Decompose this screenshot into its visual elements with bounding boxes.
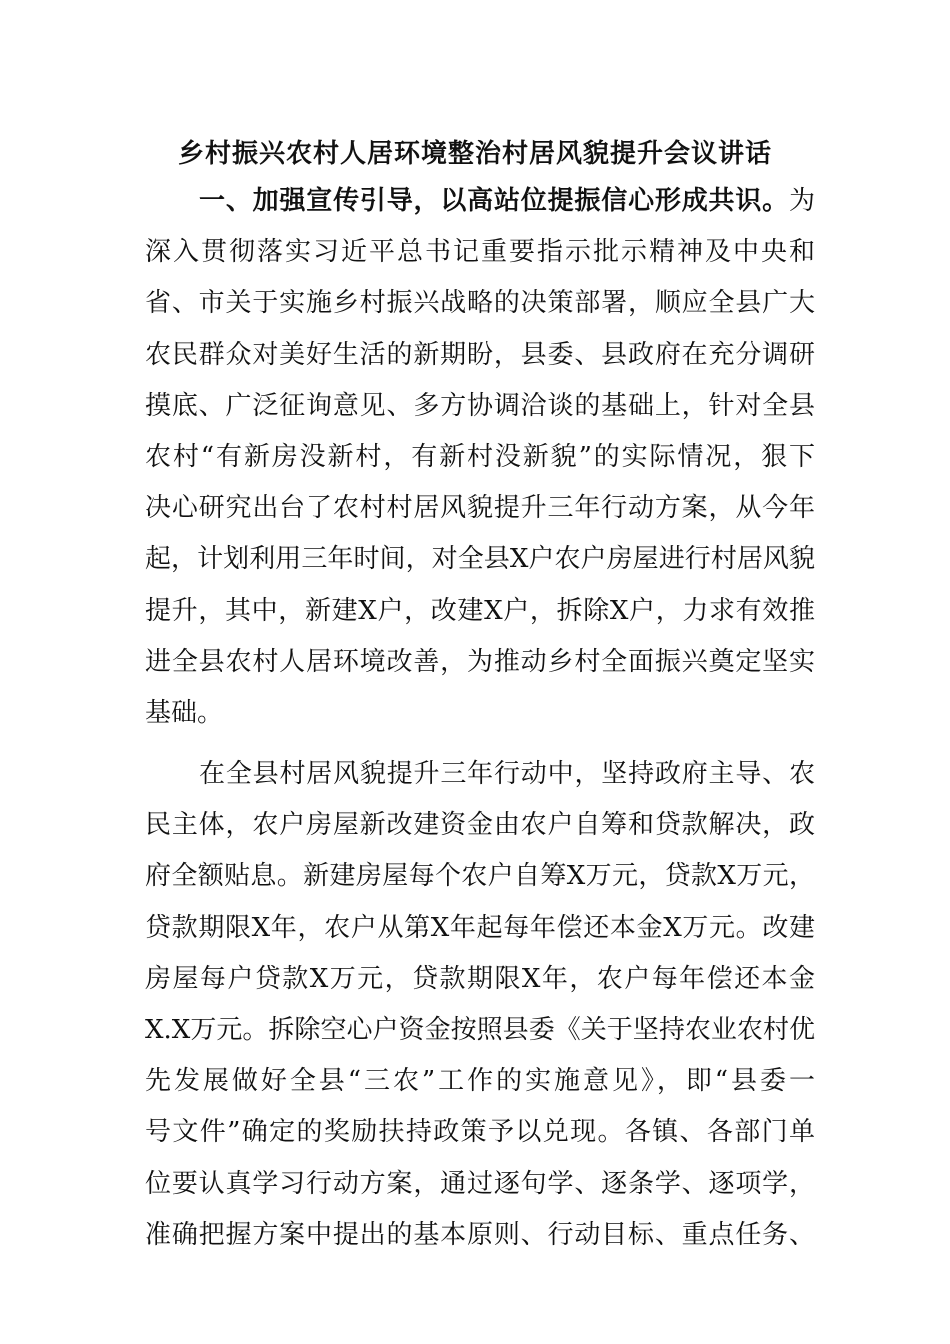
paragraph-line: 房屋每户贷款X万元，贷款期限X年，农户每年偿还本金 (145, 963, 815, 994)
paragraph-line: 先发展做好全县“三农”工作的实施意见》，即“县委一 (145, 1066, 815, 1097)
paragraph-line: 省、市关于实施乡村振兴战略的决策部署，顺应全县广大 (145, 288, 815, 319)
paragraph-line: 府全额贴息。新建房屋每个农户自筹X万元，贷款X万元， (145, 861, 815, 892)
paragraph-line: 农村“有新房没新村，有新村没新貌”的实际情况，狠下 (145, 441, 815, 472)
paragraph-line: 提升，其中，新建X户，改建X户，拆除X户，力求有效推 (145, 595, 815, 626)
paragraph-line: X.X万元。拆除空心户资金按照县委《关于坚持农业农村优 (145, 1015, 815, 1045)
paragraph-line (145, 176, 815, 227)
paragraph-line: 农民群众对美好生活的新期盼，县委、县政府在充分调研 (145, 339, 815, 370)
paragraph-line: 基础。 (145, 697, 224, 728)
paragraph-line: 深入贯彻落实习近平总书记重要指示批示精神及中央和 (145, 237, 815, 268)
paragraph-line: 民主体，农户房屋新改建资金由农户自筹和贷款解决，政 (145, 810, 815, 841)
paragraph-line: 贷款期限X年，农户从第X年起每年偿还本金X万元。改建 (145, 912, 815, 943)
document-body (145, 176, 815, 1261)
paragraph-spacer (145, 739, 815, 749)
section-heading: 一、加强宣传引导，以高站位提振信心形成共识。 (199, 186, 789, 216)
paragraph-line: 进全县农村人居环境改善，为推动乡村全面振兴奠定坚实 (145, 646, 815, 677)
paragraph-line: 准确把握方案中提出的基本原则、行动目标、重点任务、 (145, 1219, 815, 1250)
paragraph-line: 在全县村居风貌提升三年行动中，坚持政府主导、农 (199, 759, 815, 790)
paragraph-line: 起，计划利用三年时间，对全县X户农户房屋进行村居风貌 (145, 544, 815, 575)
paragraph-text: 为 (788, 186, 815, 216)
document-title: 乡村振兴农村人居环境整治村居风貌提升会议讲话 (177, 139, 772, 169)
paragraph-line: 位要认真学习行动方案，通过逐句学、逐条学、逐项学， (145, 1168, 815, 1199)
paragraph-line: 摸底、广泛征询意见、多方协调洽谈的基础上，针对全县 (145, 390, 815, 421)
paragraph-line: 号文件”确定的奖励扶持政策予以兑现。各镇、各部门单 (145, 1117, 815, 1148)
paragraph-line: 决心研究出台了农村村居风貌提升三年行动方案，从今年 (145, 493, 815, 524)
